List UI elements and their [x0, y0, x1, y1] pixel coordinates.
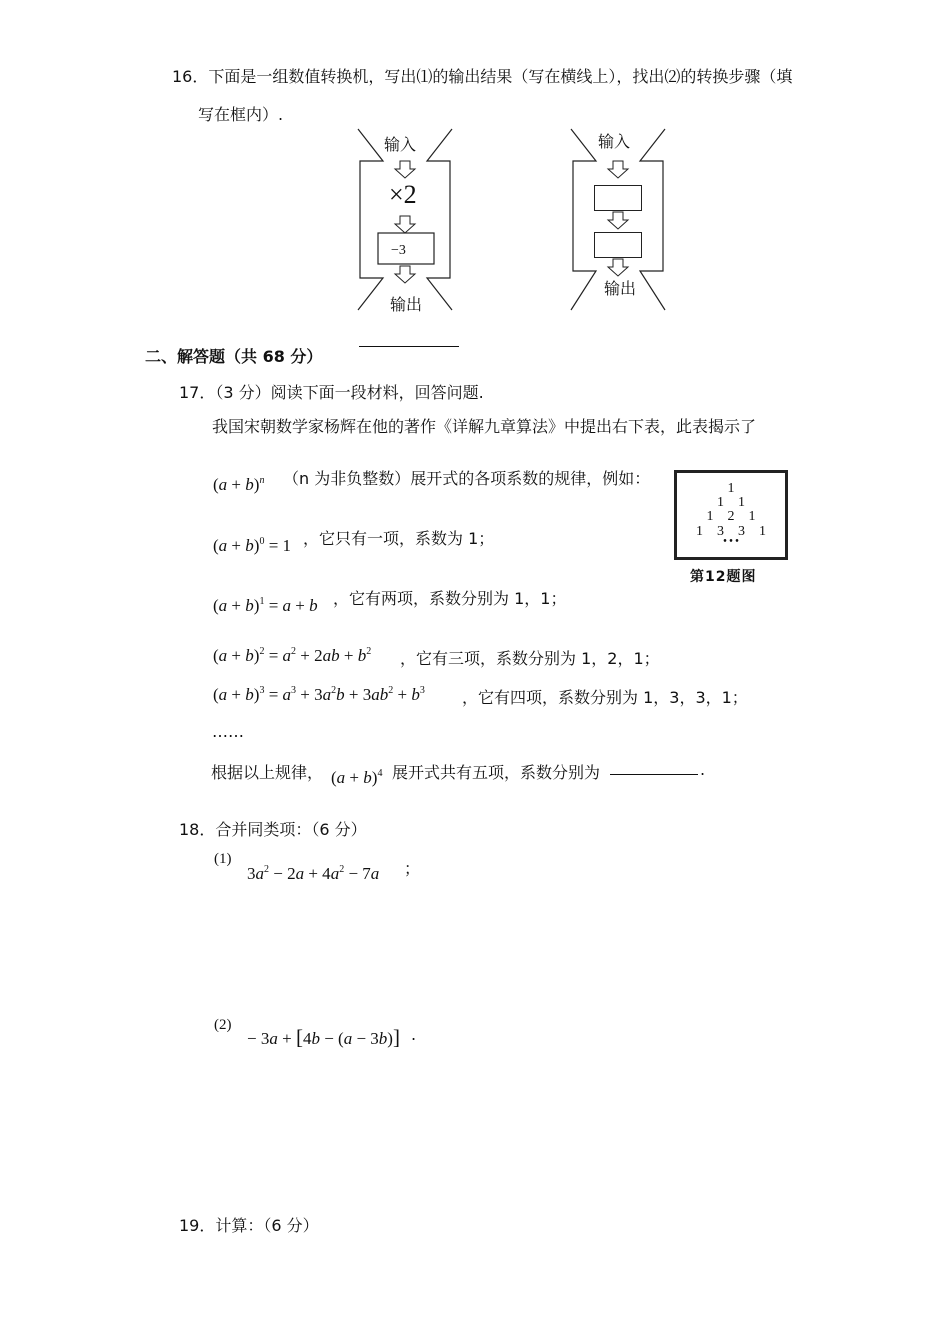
triangle-row-2: 1 1	[717, 495, 745, 510]
machine-2-output-label: 输出	[604, 279, 637, 298]
machine-1-output-label: 输出	[390, 295, 423, 314]
figure-caption: 第12题图	[690, 569, 757, 585]
machine-1-op-subtract: −3	[391, 243, 406, 258]
formula-binomial-n: $(a + b)^n$	[213, 475, 265, 494]
formula-power-3: $(a + b)^3 = a^3 + 3a^2b + 3ab^2 + b^3$	[213, 685, 425, 704]
q18-part1-expression: $3a^2 - 2a + 4a^2 - 7a$	[247, 864, 380, 883]
q17-line4-text: ，它有三项，系数分别为 1，2，1；	[400, 649, 660, 668]
q17-ask-end: .	[700, 760, 706, 779]
triangle-dots: • • •	[723, 536, 739, 547]
formula-power-0: $(a + b)^0 = 1$	[213, 536, 292, 555]
q18-part1-label: (1)	[214, 851, 232, 867]
machine-2-step2-box[interactable]	[594, 232, 642, 258]
section-title: 二、解答题（共 68 分）	[145, 347, 323, 366]
q17-ask-text: 展开式共有五项，系数分别为	[392, 763, 601, 782]
q18-head: 18．合并同类项：（6 分）	[179, 820, 367, 839]
machine-2-step1-box[interactable]	[594, 185, 642, 211]
answer-blank-16[interactable]	[359, 346, 459, 347]
answer-blank-17[interactable]	[610, 774, 698, 775]
q18-part2-label: (2)	[214, 1017, 232, 1033]
q17-ask-prefix: 根据以上规律，	[211, 763, 324, 782]
machine-2-input-label: 输入	[598, 132, 631, 151]
formula-power-2: $(a + b)^2 = a^2 + 2ab + b^2$	[213, 646, 372, 665]
q18-part2-end: .	[411, 1025, 417, 1044]
yanghui-triangle-figure	[674, 470, 788, 560]
q18-part2-expression: − 3a + [4b − (a − 3b)]	[247, 1025, 400, 1049]
q17-head: 17．（3 分）阅读下面一段材料，回答问题.	[179, 383, 484, 402]
machine-1-op-multiply: ×2	[389, 180, 417, 209]
q17-intro: 我国宋朝数学家杨辉在他的著作《详解九章算法》中提出右下表，此表揭示了	[212, 417, 757, 436]
triangle-row-3: 1 2 1	[706, 509, 756, 524]
q19-head: 19．计算：（6 分）	[179, 1216, 319, 1235]
q16-line2: 写在框内）.	[198, 105, 284, 124]
q17-line2-text: ，它只有一项，系数为 1；	[303, 529, 495, 548]
q18-part1-end: ；	[404, 859, 421, 878]
formula-power-1: $(a + b)^1 = a + b$	[213, 596, 318, 615]
formula-power-4: $(a + b)^4$	[331, 768, 383, 787]
q17-line3-text: ，它有两项，系数分别为 1，1；	[333, 589, 567, 608]
q17-ellipsis: ……	[212, 722, 244, 741]
q17-line1-text: （n 为非负整数）展开式的各项系数的规律，例如：	[283, 469, 651, 488]
triangle-row-1: 1	[727, 481, 735, 496]
q16-line1: 16．下面是一组数值转换机，写出⑴的输出结果（写在横线上），找出⑵的转换步骤（填	[172, 67, 793, 86]
machine-1-input-label: 输入	[384, 135, 417, 154]
triangle-row-4: 1 3 3 1	[696, 524, 766, 539]
q17-line5-text: ，它有四项，系数分别为 1，3，3，1；	[462, 688, 748, 707]
